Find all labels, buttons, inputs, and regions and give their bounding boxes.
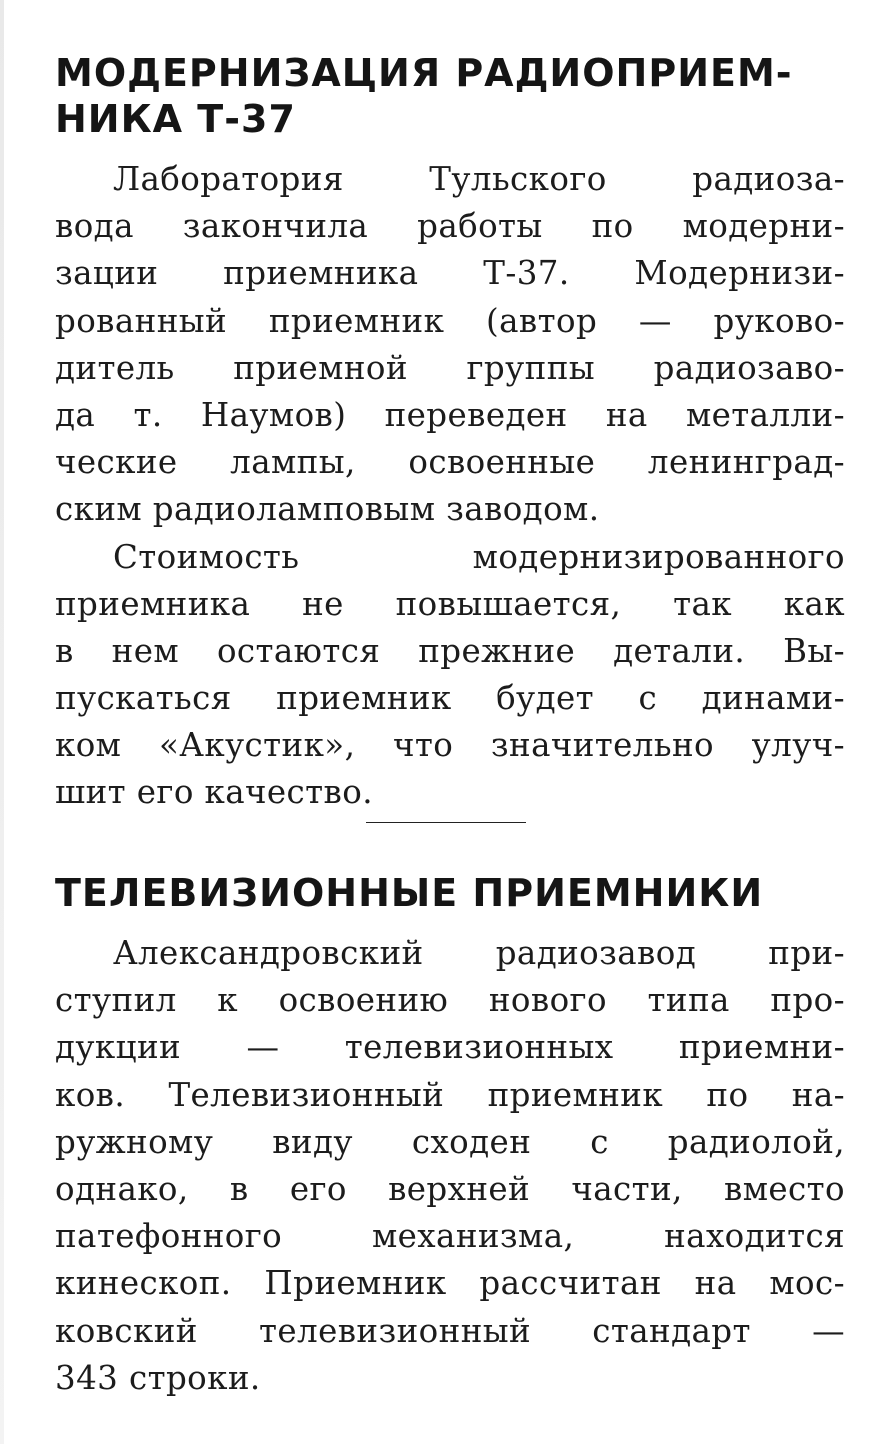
text-line: вода закончила работы по модерни- bbox=[55, 207, 845, 246]
text-line: дукции — телевизионных приемни- bbox=[55, 1028, 845, 1067]
article-paragraph bbox=[55, 930, 845, 1402]
text-line: да т. Наумов) переведен на металли- bbox=[55, 395, 845, 434]
text-line: Александровский радиозавод при- bbox=[113, 934, 845, 972]
text-line: ком «Акустик», что значительно улуч- bbox=[55, 726, 845, 765]
text-line: зации приемника Т-37. Модернизи- bbox=[55, 254, 845, 293]
text-line: однако, в его верхней части, вместо bbox=[55, 1169, 845, 1208]
text-line: 343 строки. bbox=[55, 1358, 261, 1397]
text-line: ков. Телевизионный приемник по на- bbox=[55, 1075, 845, 1114]
section-divider bbox=[366, 822, 526, 823]
article-television-receivers bbox=[55, 870, 845, 1402]
page-edge-shadow bbox=[0, 0, 4, 1444]
text-line: рованный приемник (автор — руково- bbox=[55, 301, 845, 340]
headline-line: МОДЕРНИЗАЦИЯ РАДИОПРИЕМ- bbox=[55, 51, 793, 95]
text-line: дитель приемной группы радиозаво- bbox=[55, 348, 845, 387]
text-line: ковский телевизионный стандарт — bbox=[55, 1311, 845, 1350]
text-line: Стоимость модернизированного bbox=[113, 537, 845, 576]
article-headline bbox=[55, 50, 845, 142]
text-line: в нем остаются прежние детали. Вы- bbox=[55, 631, 845, 670]
text-line: патефонного механизма, находится bbox=[55, 1217, 845, 1256]
text-line: пускаться приемник будет с динами- bbox=[55, 679, 845, 718]
headline-line: ТЕЛЕВИЗИОННЫЕ ПРИЕМНИКИ bbox=[55, 871, 764, 915]
text-line: приемника не повышается, так как bbox=[55, 584, 845, 623]
text-line: ческие лампы, освоенные ленинград- bbox=[55, 443, 845, 482]
text-line: шит его качество. bbox=[55, 773, 373, 812]
text-line: кинескоп. Приемник рассчитан на мос- bbox=[55, 1264, 845, 1303]
article-radio-receiver-t37 bbox=[55, 50, 845, 817]
text-line: ским радиоламповым заводом. bbox=[55, 490, 600, 529]
text-line: Лаборатория Тульского радиоза- bbox=[113, 160, 845, 198]
article-paragraph bbox=[55, 534, 845, 817]
text-line: ружному виду сходен с радиолой, bbox=[55, 1122, 845, 1161]
article-headline bbox=[55, 870, 845, 916]
headline-line: НИКА Т-37 bbox=[55, 97, 296, 141]
text-line: ступил к освоению нового типа про- bbox=[55, 981, 845, 1020]
article-paragraph bbox=[55, 156, 845, 534]
